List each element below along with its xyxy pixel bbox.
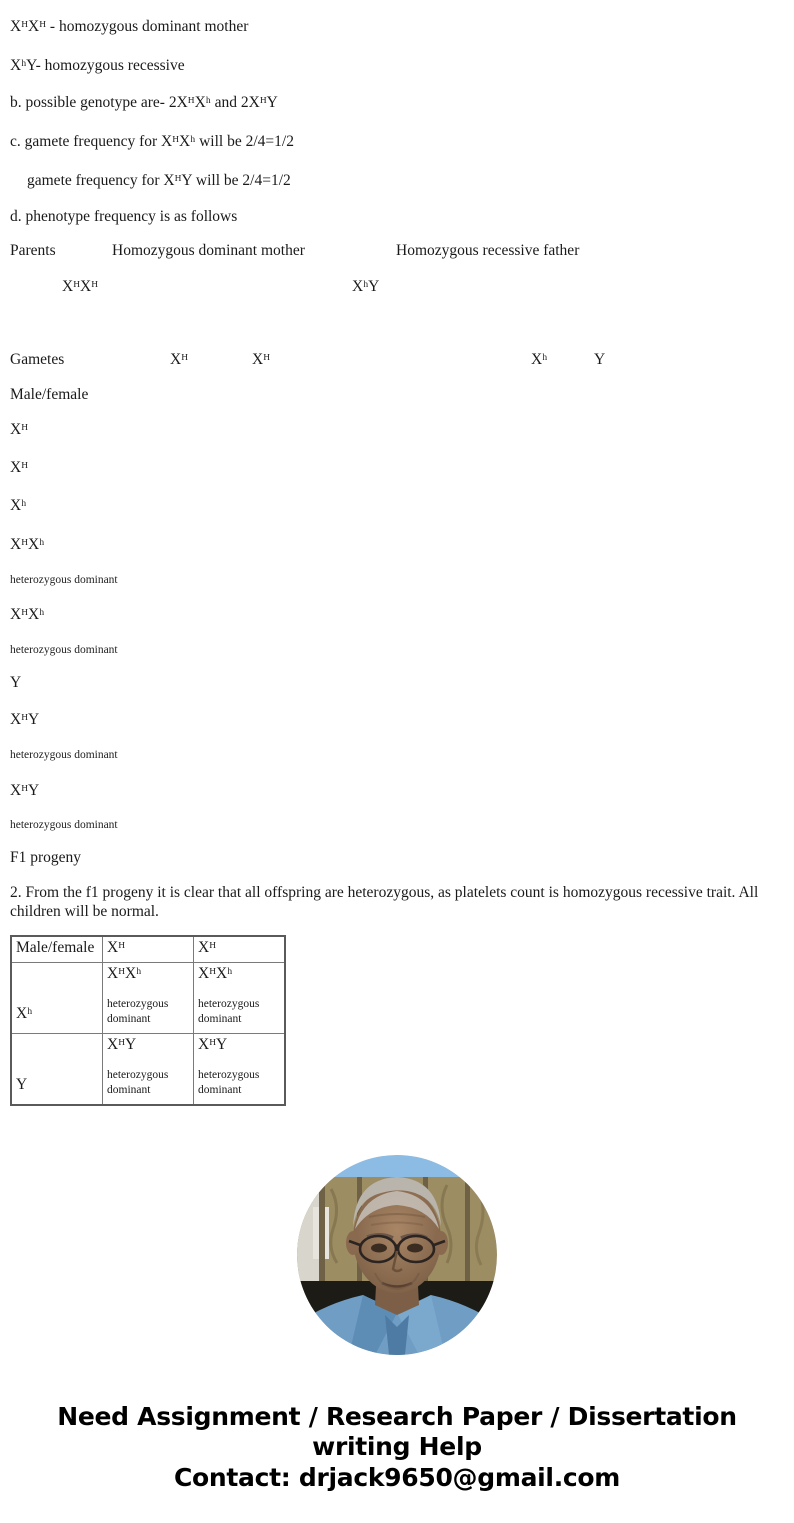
cross-father-genotype: XʰY: [352, 278, 380, 295]
answer-line-part-b: b. possible genotype are- 2XᴴXʰ and 2XᴴY: [10, 94, 278, 111]
cross-mother-genotype: XᴴXᴴ: [62, 278, 99, 295]
table-row-stub-y: Y: [11, 1034, 103, 1106]
cell-note: heterozygous dominant: [107, 997, 169, 1025]
answer-line-father-genotype: XʰY- homozygous recessive: [10, 57, 185, 74]
conclusion-paragraph: 2. From the f1 progeny it is clear that all offspring are heterozygous, as platelets count is homozygous recessive trait. All children will be normal.: [10, 884, 759, 920]
gamete-mother-2: Xᴴ: [252, 351, 271, 368]
table-header-row: [11, 936, 285, 963]
footer-advertisement: [0, 1402, 794, 1493]
cross-male-female-label: Male/female: [10, 386, 89, 403]
cross-gametes-label: Gametes: [10, 351, 65, 368]
gamete-mother-1: Xᴴ: [170, 351, 189, 368]
offspring-2: Xᴴ: [10, 459, 29, 476]
table-cell: [194, 1034, 286, 1106]
table-row-stub-xh: Xʰ: [11, 963, 103, 1034]
gamete-father-2: Y: [594, 351, 606, 368]
offspring-8-note: heterozygous dominant: [10, 819, 118, 831]
cell-genotype: XᴴXʰ: [198, 965, 233, 982]
offspring-7-note: heterozygous dominant: [10, 749, 118, 761]
table-row: [11, 963, 285, 1034]
cross-mother-label: Homozygous dominant mother: [112, 242, 305, 259]
answer-line-part-c-1: c. gamete frequency for XᴴXʰ will be 2/4=1/2: [10, 133, 294, 150]
cell-genotype: XᴴXʰ: [107, 965, 142, 982]
answer-line-mother-genotype: XᴴXᴴ - homozygous dominant mother: [10, 18, 249, 35]
cell-note: heterozygous dominant: [107, 1068, 169, 1096]
table-cell: [103, 963, 194, 1034]
table-cell: [103, 1034, 194, 1106]
offspring-8: XᴴY: [10, 782, 40, 799]
punnett-square-table: [10, 935, 286, 1106]
f1-progeny-label: F1 progeny: [10, 849, 82, 866]
table-header-gamete-1: Xᴴ: [103, 936, 194, 963]
cell-note: heterozygous dominant: [198, 997, 260, 1025]
cross-father-label: Homozygous recessive father: [396, 242, 580, 259]
table-header-gamete-2: Xᴴ: [194, 936, 286, 963]
portrait-illustration: [297, 1155, 497, 1355]
footer-line-3: Contact: drjack9650@gmail.com: [173, 1462, 621, 1492]
cell-note: heterozygous dominant: [198, 1068, 260, 1096]
cell-genotype: XᴴY: [107, 1036, 137, 1053]
answer-line-part-d: d. phenotype frequency is as follows: [10, 208, 238, 225]
offspring-7: XᴴY: [10, 711, 40, 728]
cell-genotype: XᴴY: [198, 1036, 228, 1053]
answer-line-part-c-2: gamete frequency for XᴴY will be 2/4=1/2: [27, 172, 291, 189]
cross-parents-label: Parents: [10, 242, 56, 259]
offspring-5: XᴴXʰ: [10, 606, 45, 623]
offspring-4-note: heterozygous dominant: [10, 574, 118, 586]
offspring-6: Y: [10, 674, 22, 691]
footer-line-1: Need Assignment / Research Paper / Dissertation: [57, 1402, 737, 1431]
footer-line-2: writing Help: [312, 1432, 482, 1462]
table-cell: [194, 963, 286, 1034]
offspring-1: Xᴴ: [10, 421, 29, 438]
offspring-5-note: heterozygous dominant: [10, 644, 118, 656]
portrait-photo: [297, 1155, 497, 1355]
table-header-male-female: Male/female: [11, 936, 103, 963]
gamete-father-1: Xʰ: [531, 351, 548, 368]
table-row: [11, 1034, 285, 1106]
offspring-3: Xʰ: [10, 497, 27, 514]
offspring-4: XᴴXʰ: [10, 536, 45, 553]
